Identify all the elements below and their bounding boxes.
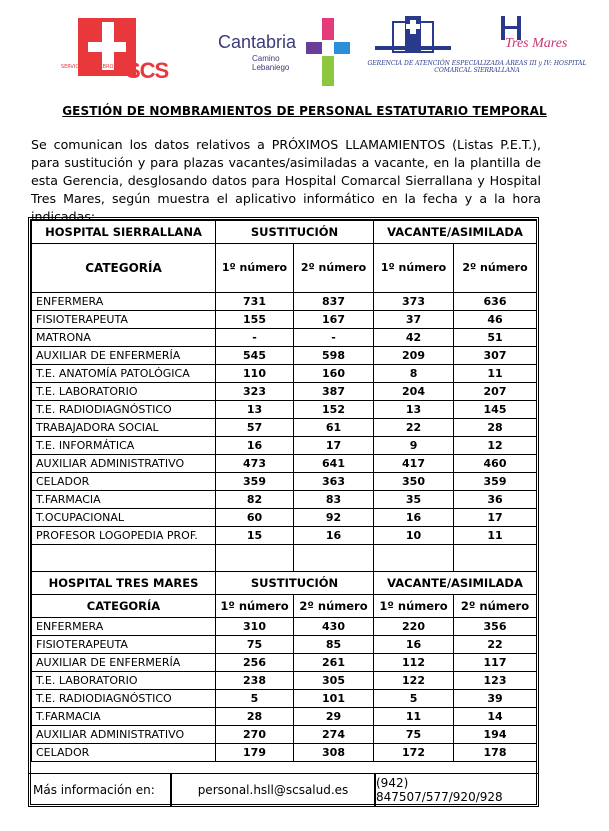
spacer-cell <box>374 545 454 572</box>
categoria-header: CATEGORÍA <box>32 595 216 618</box>
category-cell: T.E. RADIODIAGNÓSTICO <box>32 401 216 419</box>
number-cell: 92 <box>294 509 374 527</box>
number-cell: 61 <box>294 419 374 437</box>
number-cell: 112 <box>374 654 454 672</box>
number-cell: 36 <box>454 491 537 509</box>
number-cell: 46 <box>454 311 537 329</box>
table-row <box>32 365 537 383</box>
table-row <box>32 491 537 509</box>
number-cell: 350 <box>374 473 454 491</box>
number-cell: 28 <box>216 708 294 726</box>
vacante-header: VACANTE/ASIMILADA <box>374 221 537 244</box>
number-cell: - <box>216 329 294 347</box>
sustitucion-header: SUSTITUCIÓN <box>216 221 374 244</box>
number-cell: 15 <box>216 527 294 545</box>
number-cell: 598 <box>294 347 374 365</box>
number-cell: 17 <box>454 509 537 527</box>
number-cell: 9 <box>374 437 454 455</box>
number-cell: 17 <box>294 437 374 455</box>
number-cell: 310 <box>216 618 294 636</box>
category-cell: T.E. LABORATORIO <box>32 383 216 401</box>
number-cell: 14 <box>454 708 537 726</box>
category-cell: AUXILIAR DE ENFERMERÍA <box>32 347 216 365</box>
number-cell: 178 <box>454 744 537 762</box>
table-row <box>32 708 537 726</box>
number-cell: 11 <box>374 708 454 726</box>
sustitucion-header: SUSTITUCIÓN <box>216 572 374 595</box>
number-cell: 16 <box>216 437 294 455</box>
hospital-building-icon <box>375 16 451 60</box>
vacante-header: VACANTE/ASIMILADA <box>374 572 537 595</box>
footer <box>28 773 539 807</box>
number-cell: 261 <box>294 654 374 672</box>
table-row <box>32 473 537 491</box>
number-cell: 274 <box>294 726 374 744</box>
table-row <box>32 311 537 329</box>
header <box>0 0 609 100</box>
n2-header: 2º número <box>454 244 537 293</box>
number-cell: 10 <box>374 527 454 545</box>
page-title: GESTIÓN DE NOMBRAMIENTOS DE PERSONAL ESTATUTARIO TEMPORAL <box>62 104 547 118</box>
number-cell: 83 <box>294 491 374 509</box>
number-cell: 837 <box>294 293 374 311</box>
category-cell: PROFESOR LOGOPEDIA PROF. <box>32 527 216 545</box>
hospital-sierrallana-logo <box>365 14 585 88</box>
category-cell: T.E. RADIODIAGNÓSTICO <box>32 690 216 708</box>
footer-phone: (942) 847507/577/920/928 <box>375 773 539 807</box>
number-cell: 636 <box>454 293 537 311</box>
number-cell: 172 <box>374 744 454 762</box>
number-cell: 220 <box>374 618 454 636</box>
number-cell: 123 <box>454 672 537 690</box>
hospital-name: HOSPITAL TRES MARES <box>32 572 216 595</box>
spacer-cell <box>32 545 216 572</box>
table-row <box>32 672 537 690</box>
categoria-header: CATEGORÍA <box>32 244 216 293</box>
scs-cross-inner-h <box>88 42 126 52</box>
number-cell: 307 <box>454 347 537 365</box>
number-cell: 204 <box>374 383 454 401</box>
n2-header: 2º número <box>294 244 374 293</box>
category-cell: AUXILIAR ADMINISTRATIVO <box>32 726 216 744</box>
scs-logo-text: SERVICIO CÁNTABRO DE SALUD <box>60 64 122 76</box>
number-cell: 75 <box>374 726 454 744</box>
number-cell: 16 <box>374 509 454 527</box>
number-cell: 22 <box>454 636 537 654</box>
table-row <box>32 654 537 672</box>
cantabria-word: Cantabria <box>218 32 297 52</box>
camino-lebaniego-text: Camino Lebaniego <box>252 54 290 72</box>
spacer-cell <box>454 545 537 572</box>
table-row <box>32 455 537 473</box>
cantabria-logo <box>218 18 353 88</box>
table-row <box>32 509 537 527</box>
category-cell: T.FARMACIA <box>32 491 216 509</box>
number-cell: - <box>294 329 374 347</box>
number-cell: 194 <box>454 726 537 744</box>
table-row <box>32 329 537 347</box>
number-cell: 5 <box>216 690 294 708</box>
number-cell: 417 <box>374 455 454 473</box>
category-cell: T.FARMACIA <box>32 708 216 726</box>
table-row <box>32 293 537 311</box>
number-cell: 430 <box>294 618 374 636</box>
number-cell: 42 <box>374 329 454 347</box>
number-cell: 37 <box>374 311 454 329</box>
number-cell: 179 <box>216 744 294 762</box>
category-cell: T.OCUPACIONAL <box>32 509 216 527</box>
category-cell: MATRONA <box>32 329 216 347</box>
category-cell: CELADOR <box>32 473 216 491</box>
number-cell: 39 <box>454 690 537 708</box>
category-cell: FISIOTERAPEUTA <box>32 636 216 654</box>
number-cell: 152 <box>294 401 374 419</box>
number-cell: 75 <box>216 636 294 654</box>
number-cell: 238 <box>216 672 294 690</box>
n1-header: 1º número <box>216 595 294 618</box>
table-row <box>32 383 537 401</box>
tres-mares-word: Tres Mares <box>505 36 568 51</box>
number-cell: 8 <box>374 365 454 383</box>
number-cell: 359 <box>454 473 537 491</box>
table-row <box>32 437 537 455</box>
n1-header: 1º número <box>374 595 454 618</box>
tresmares-rows <box>32 618 537 762</box>
table-row <box>32 726 537 744</box>
number-cell: 11 <box>454 527 537 545</box>
number-cell: 256 <box>216 654 294 672</box>
number-cell: 145 <box>454 401 537 419</box>
scs-logo-letters: SCS <box>126 58 169 83</box>
table-row <box>32 690 537 708</box>
table-row <box>32 618 537 636</box>
cantabria-cross-icon <box>306 18 350 88</box>
number-cell: 51 <box>454 329 537 347</box>
number-cell: 28 <box>454 419 537 437</box>
number-cell: 60 <box>216 509 294 527</box>
number-cell: 460 <box>454 455 537 473</box>
number-cell: 110 <box>216 365 294 383</box>
category-cell: ENFERMERA <box>32 293 216 311</box>
number-cell: 85 <box>294 636 374 654</box>
number-cell: 16 <box>374 636 454 654</box>
number-cell: 5 <box>374 690 454 708</box>
number-cell: 167 <box>294 311 374 329</box>
footer-email[interactable]: personal.hsll@scsalud.es <box>171 773 375 807</box>
number-cell: 363 <box>294 473 374 491</box>
category-cell: TRABAJADORA SOCIAL <box>32 419 216 437</box>
number-cell: 22 <box>374 419 454 437</box>
table-row <box>32 636 537 654</box>
number-cell: 16 <box>294 527 374 545</box>
category-cell: T.E. ANATOMÍA PATOLÓGICA <box>32 365 216 383</box>
number-cell: 13 <box>374 401 454 419</box>
number-cell: 207 <box>454 383 537 401</box>
number-cell: 305 <box>294 672 374 690</box>
number-cell: 323 <box>216 383 294 401</box>
number-cell: 13 <box>216 401 294 419</box>
number-cell: 117 <box>454 654 537 672</box>
number-cell: 373 <box>374 293 454 311</box>
scs-logo <box>52 14 169 86</box>
number-cell: 308 <box>294 744 374 762</box>
intro-paragraph: Se comunican los datos relativos a PRÓXIMOS LLAMAMIENTOS (Listas P.E.T.), para sustitución y para plazas vacantes/asimiladas a vacante, en la plantilla de esta Gerencia, desglosando datos para Hospital Comarcal Sierrallana y Hospital Tres Mares, según muestra el aplicativo informático en la fecha y a la hora indicadas: <box>31 137 541 224</box>
number-cell: 155 <box>216 311 294 329</box>
number-cell: 209 <box>374 347 454 365</box>
sierrallana-rows <box>32 293 537 545</box>
n1-header: 1º número <box>374 244 454 293</box>
number-cell: 57 <box>216 419 294 437</box>
number-cell: 12 <box>454 437 537 455</box>
category-cell: AUXILIAR DE ENFERMERÍA <box>32 654 216 672</box>
number-cell: 473 <box>216 455 294 473</box>
category-cell: T.E. LABORATORIO <box>32 672 216 690</box>
number-cell: 29 <box>294 708 374 726</box>
number-cell: 641 <box>294 455 374 473</box>
number-cell: 387 <box>294 383 374 401</box>
table-row <box>32 419 537 437</box>
table-row <box>32 347 537 365</box>
table-row <box>32 744 537 762</box>
number-cell: 11 <box>454 365 537 383</box>
number-cell: 35 <box>374 491 454 509</box>
category-cell: CELADOR <box>32 744 216 762</box>
n1-header: 1º número <box>216 244 294 293</box>
table-row <box>32 527 537 545</box>
hsll-logo-text: GERENCIA DE ATENCIÓN ESPECIALIZADA ÁREAS III y IV: HOSPITAL COMARCAL SIERRALLANA <box>367 60 587 74</box>
number-cell: 160 <box>294 365 374 383</box>
category-cell: AUXILIAR ADMINISTRATIVO <box>32 455 216 473</box>
table-row <box>32 401 537 419</box>
category-cell: FISIOTERAPEUTA <box>32 311 216 329</box>
number-cell: 359 <box>216 473 294 491</box>
n2-header: 2º número <box>454 595 537 618</box>
footer-label: Más información en: <box>28 773 171 807</box>
n2-header: 2º número <box>294 595 374 618</box>
spacer-cell <box>216 545 294 572</box>
sierrallana-table <box>31 220 537 762</box>
number-cell: 356 <box>454 618 537 636</box>
category-cell: T.E. INFORMÁTICA <box>32 437 216 455</box>
number-cell: 122 <box>374 672 454 690</box>
spacer-cell <box>294 545 374 572</box>
number-cell: 270 <box>216 726 294 744</box>
category-cell: ENFERMERA <box>32 618 216 636</box>
hospital-name: HOSPITAL SIERRALLANA <box>32 221 216 244</box>
number-cell: 101 <box>294 690 374 708</box>
number-cell: 731 <box>216 293 294 311</box>
number-cell: 82 <box>216 491 294 509</box>
number-cell: 545 <box>216 347 294 365</box>
